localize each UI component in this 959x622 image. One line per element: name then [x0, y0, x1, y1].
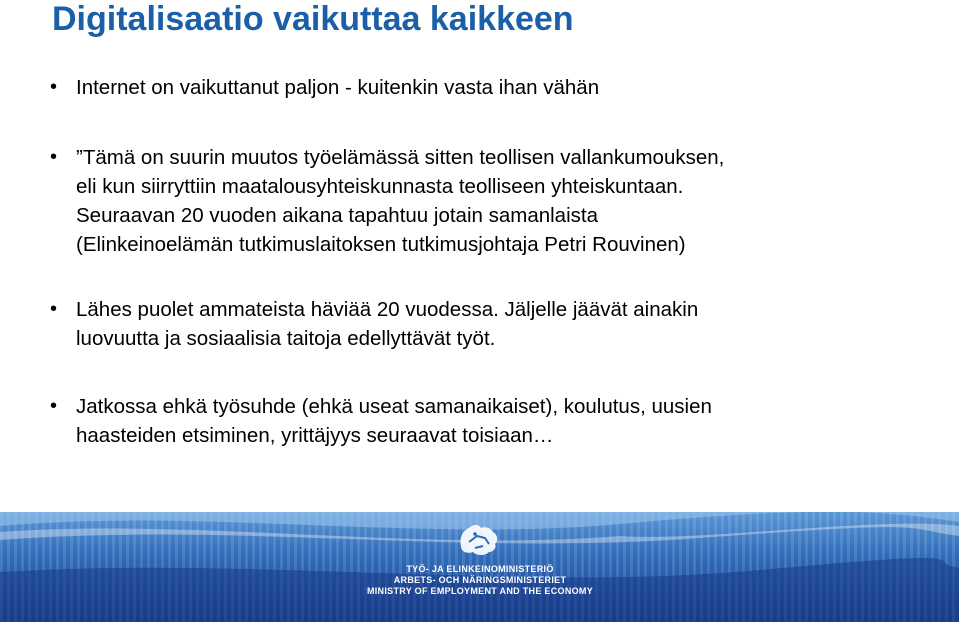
bullet-text-line: luovuutta ja sosiaalisia taitoja edellyttävät työt. — [76, 327, 496, 350]
bullet-text-line: haasteiden etsiminen, yrittäjyys seuraavat toisiaan… — [76, 424, 554, 447]
ministry-name-fi: TYÖ- JA ELINKEINOMINISTERIÖ — [406, 564, 554, 574]
bullet-text-line: Internet on vaikuttanut paljon - kuitenkin vasta ihan vähän — [76, 76, 600, 99]
bullet-text-line: Jatkossa ehkä työsuhde (ehkä useat samanaikaiset), koulutus, uusien — [76, 395, 712, 418]
bullet-item — [50, 143, 930, 259]
bullet-text-line: (Elinkeinoelämän tutkimuslaitoksen tutkimusjohtaja Petri Rouvinen) — [76, 233, 686, 256]
bullet-text-line: Seuraavan 20 vuoden aikana tapahtuu jotain samanlaista — [76, 204, 598, 227]
bullet-item — [50, 73, 930, 102]
bullet-icon: • — [50, 298, 58, 320]
bullet-item — [50, 295, 930, 353]
ministry-name-sv: ARBETS- OCH NÄRINGSMINISTERIET — [393, 575, 567, 585]
finnish-lion-icon — [455, 520, 503, 560]
bullet-text-line: ”Tämä on suurin muutos työelämässä sitten teollisen vallankumouksen, — [76, 146, 725, 169]
slide-title: Digitalisaatio vaikuttaa kaikkeen — [52, 0, 574, 38]
bullet-item — [50, 392, 930, 450]
bullet-icon: • — [50, 146, 58, 168]
ministry-name-en: MINISTRY OF EMPLOYMENT AND THE ECONOMY — [366, 586, 594, 596]
bullet-icon: • — [50, 76, 58, 98]
bullet-icon: • — [50, 395, 58, 417]
bullet-text-line: Lähes puolet ammateista häviää 20 vuodessa. Jäljelle jäävät ainakin — [76, 298, 699, 321]
bullet-text-line: eli kun siirryttiin maatalousyhteiskunnasta teolliseen yhteiskuntaan. — [76, 175, 684, 198]
